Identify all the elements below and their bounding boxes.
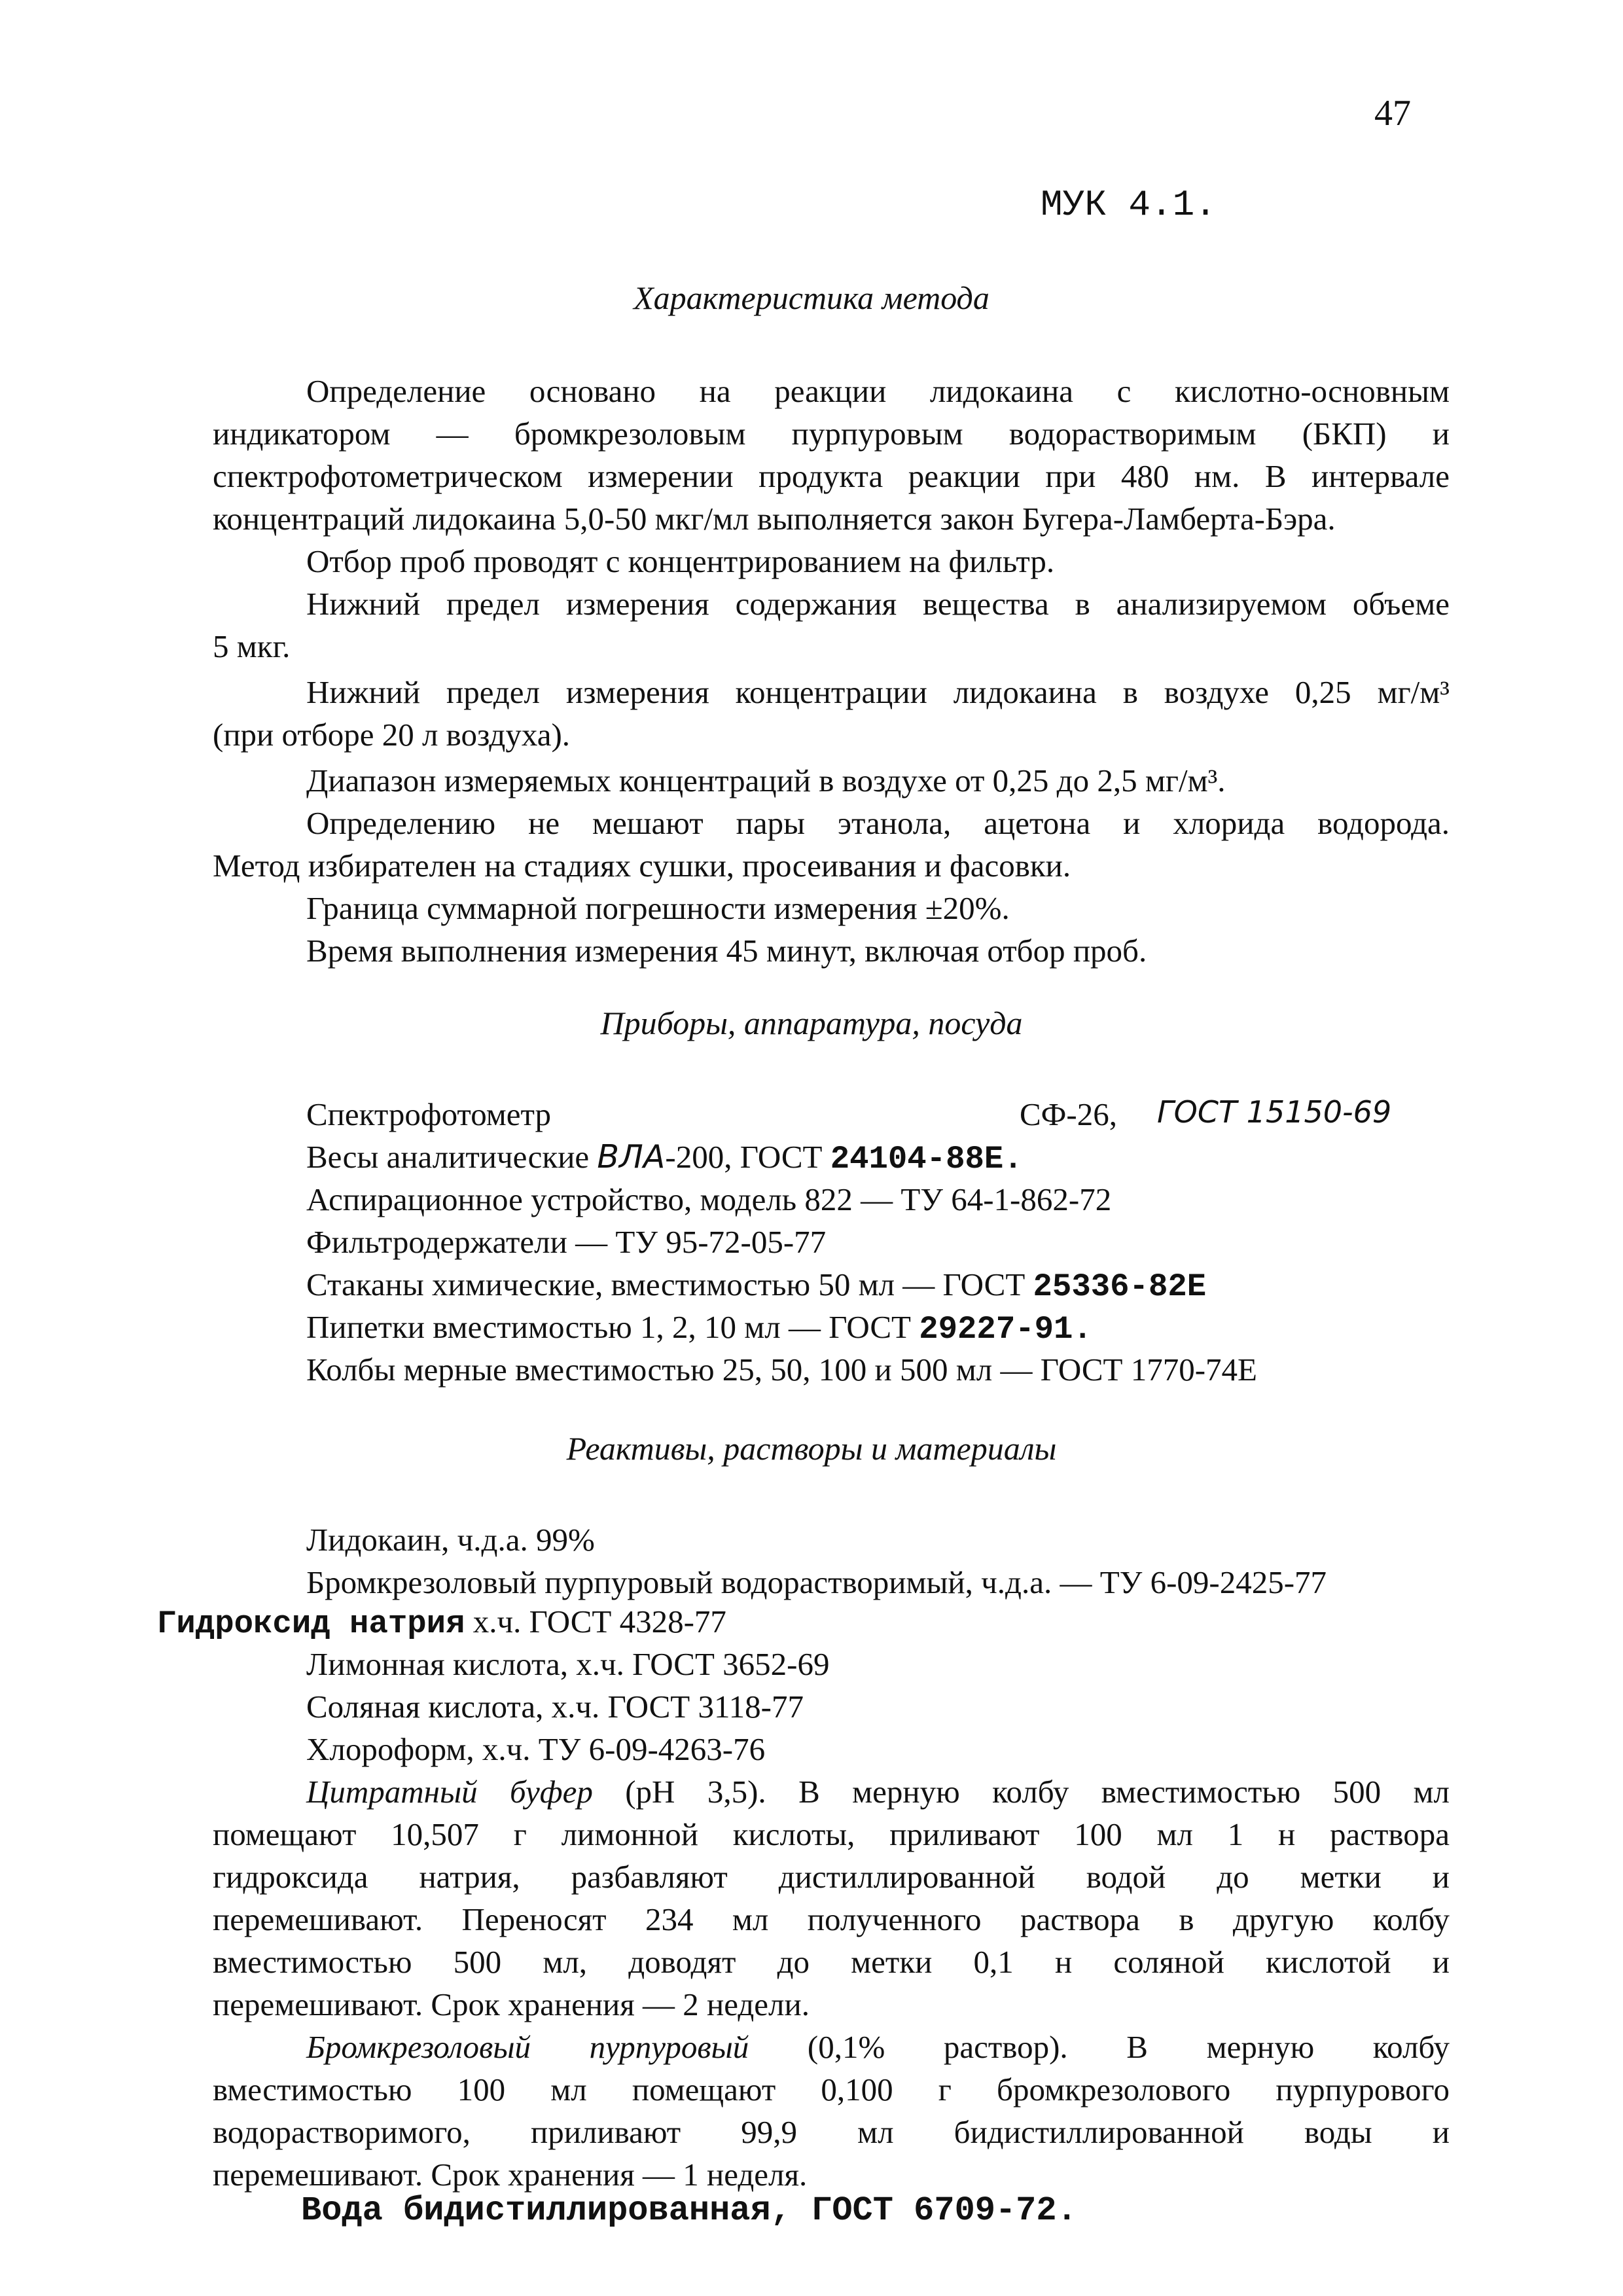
instrument-aspirator: Аспирационное устройство, модель 822 — ТУ 64-1-862-72 — [306, 1181, 1112, 1217]
method-line: (при отборе 20 л воздуха). — [213, 717, 571, 753]
instrument-beakers — [306, 1263, 1450, 1308]
naoh-rest: х.ч. ГОСТ 4328-77 — [473, 1604, 726, 1640]
method-line: Граница суммарной погрешности измерения ±20%. — [306, 890, 1010, 926]
document-code: МУК 4.1. — [1041, 184, 1217, 226]
method-line: Диапазон измеряемых концентраций в воздухе от 0,25 до 2,5 мг/м³. — [306, 762, 1226, 798]
scales-stamp: 24104-88Е. — [830, 1141, 1023, 1177]
method-line: Определение основано на реакции лидокаина с кислотно-основным — [306, 373, 1450, 409]
section-title-reagents: Реактивы, растворы и материалы — [566, 1430, 1057, 1467]
scales-mid: -200, ГОСТ — [665, 1139, 823, 1175]
method-line: Отбор проб проводят с концентрированием на фильтр. — [306, 543, 1055, 579]
method-line: 5 мкг. — [213, 628, 291, 664]
pipettes-text: Пипетки вместимостью 1, 2, 10 мл — ГОСТ — [306, 1309, 911, 1345]
pipettes-stamp: 29227-91. — [919, 1311, 1092, 1348]
instrument-flasks: Колбы мерные вместимостью 25, 50, 100 и 500 мл — ГОСТ 1770-74Е — [306, 1352, 1257, 1388]
reagent-bromcresol: Бромкрезоловый пурпуровый водорастворимый, ч.д.а. — ТУ 6-09-2425-77 — [306, 1564, 1327, 1600]
method-line: Нижний предел измерения концентрации лидокаина в воздухе 0,25 мг/м³ — [306, 674, 1450, 710]
beakers-text: Стаканы химические, вместимостью 50 мл — ГОСТ — [306, 1266, 1026, 1302]
section-title-instruments: Приборы, аппаратура, посуда — [600, 1005, 1023, 1041]
citrate-buffer-line: гидроксида натрия, разбавляют дистиллированной водой до метки и — [213, 1859, 1450, 1895]
citrate-buffer-line: помещают 10,507 г лимонной кислоты, приливают 100 мл 1 н раствора — [213, 1816, 1450, 1852]
reagent-naoh — [157, 1600, 1394, 1645]
beakers-stamp: 25336-82Е — [1033, 1268, 1207, 1305]
instrument-scales — [306, 1136, 1450, 1181]
page-number: 47 — [1374, 93, 1411, 134]
bkp-solution-line: перемешивают. Срок хранения — 1 неделя. — [213, 2157, 808, 2193]
citrate-buffer-line: перемешивают. Срок хранения — 2 недели. — [213, 1986, 810, 2022]
method-line: Время выполнения измерения 45 минут, включая отбор проб. — [306, 933, 1147, 969]
spectro-model: СФ-26, — [1020, 1096, 1117, 1132]
bkp-solution-line: водорастворимого, приливают 99,9 мл бидистиллированной воды и — [213, 2114, 1450, 2150]
scales-prefix: Весы аналитические — [306, 1139, 590, 1175]
reagent-hcl: Соляная кислота, х.ч. ГОСТ 3118-77 — [306, 1689, 804, 1725]
citrate-buffer-line: перемешивают. Переносят 234 мл полученного раствора в другую колбу — [213, 1901, 1450, 1937]
citrate-buffer-line: вместимостью 500 мл, доводят до метки 0,1 н соляной кислотой и — [213, 1944, 1450, 1980]
spectro-label: Спектрофотометр — [306, 1096, 552, 1132]
section-title-method: Характеристика метода — [633, 279, 990, 316]
instrument-pipettes — [306, 1306, 1450, 1351]
method-line: Нижний предел измерения содержания вещества в анализируемом объеме — [306, 586, 1450, 622]
bkp-solution-line: Бромкрезоловый пурпуровый (0,1% раствор). В мерную колбу — [306, 2029, 1450, 2065]
instrument-filter-holders: Фильтродержатели — ТУ 95-72-05-77 — [306, 1224, 827, 1260]
reagent-citric: Лимонная кислота, х.ч. ГОСТ 3652-69 — [306, 1646, 830, 1682]
method-line: концентраций лидокаина 5,0-50 мкг/мл выполняется закон Бугера-Ламберта-Бэра. — [213, 501, 1336, 537]
method-line: спектрофотометрическом измерении продукта реакции при 480 нм. В интервале — [213, 458, 1450, 494]
scales-handwritten: ВЛА — [597, 1138, 666, 1175]
naoh-stamp: Гидроксид натрия — [157, 1605, 465, 1642]
spectro-handwritten-note: ГОСТ 15150-69 — [1157, 1094, 1392, 1130]
instrument-spectrophotometer — [306, 1093, 1419, 1136]
reagent-chloroform: Хлороформ, х.ч. ТУ 6-09-4263-76 — [306, 1731, 766, 1767]
citrate-title: Цитратный буфер — [306, 1774, 593, 1810]
method-line: Определению не мешают пары этанола, ацетона и хлорида водорода. — [306, 805, 1450, 841]
method-line: Метод избирателен на стадиях сушки, просеивания и фасовки. — [213, 848, 1071, 884]
water-stamp: Вода бидистиллированная, ГОСТ 6709-72. — [301, 2191, 1077, 2230]
bkp-solution-line: вместимостью 100 мл помещают 0,100 г бромкрезолового пурпурового — [213, 2072, 1450, 2108]
citrate-buffer-line: Цитратный буфер (pH 3,5). В мерную колбу вместимостью 500 мл — [306, 1774, 1450, 1810]
method-line: индикатором — бромкрезоловым пурпуровым водорастворимым (БКП) и — [213, 416, 1450, 452]
reagent-lidocaine: Лидокаин, ч.д.а. 99% — [306, 1522, 595, 1558]
bkp-title: Бромкрезоловый пурпуровый — [306, 2029, 749, 2065]
